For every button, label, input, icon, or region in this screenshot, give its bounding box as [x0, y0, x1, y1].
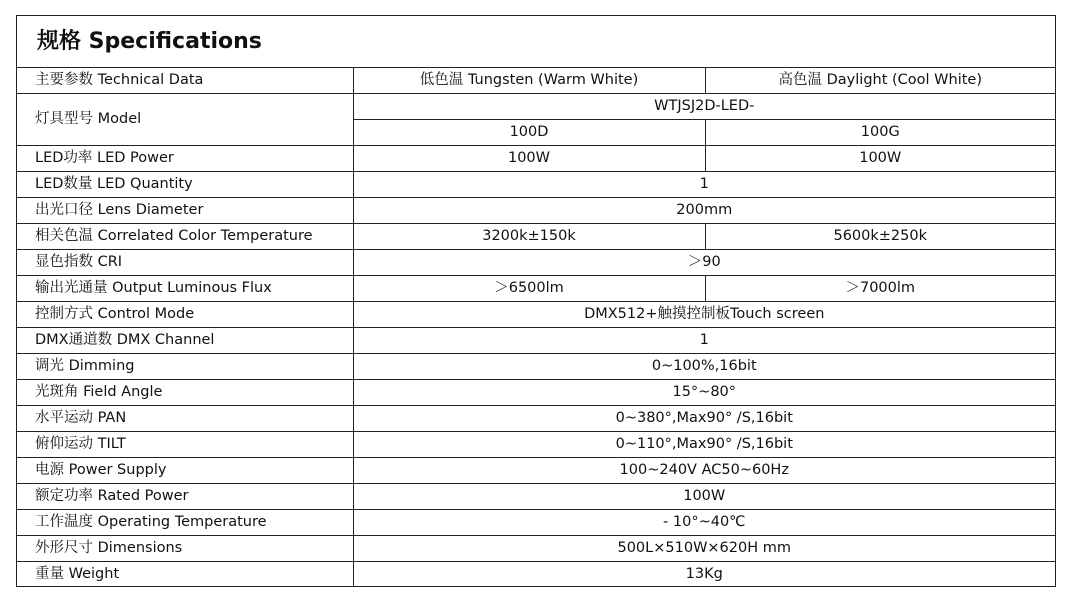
row-label: 重量 Weight	[17, 562, 353, 588]
header-daylight: 高色温 Daylight (Cool White)	[705, 68, 1055, 94]
row-label: 水平运动 PAN	[17, 406, 353, 432]
row-label: 输出光通量 Output Luminous Flux	[17, 276, 353, 302]
row-value: DMX512+触摸控制板Touch screen	[353, 302, 1055, 328]
table-header-row	[17, 68, 1055, 94]
table-row	[17, 172, 1055, 198]
row-value: 1	[353, 172, 1055, 198]
model-prefix: WTJSJ2D-LED-	[353, 94, 1055, 120]
table-row	[17, 224, 1055, 250]
row-value: 100~240V AC50~60Hz	[353, 458, 1055, 484]
table-row	[17, 562, 1055, 588]
row-label: LED数量 LED Quantity	[17, 172, 353, 198]
table-row	[17, 380, 1055, 406]
row-label: 相关色温 Correlated Color Temperature	[17, 224, 353, 250]
row-label: 显色指数 CRI	[17, 250, 353, 276]
row-value: 500L×510W×620H mm	[353, 536, 1055, 562]
table-row	[17, 250, 1055, 276]
table-row	[17, 198, 1055, 224]
row-value: 15°~80°	[353, 380, 1055, 406]
table-row	[17, 146, 1055, 172]
table-row	[17, 536, 1055, 562]
table-row	[17, 302, 1055, 328]
table-row	[17, 432, 1055, 458]
row-value: 0~380°,Max90° /S,16bit	[353, 406, 1055, 432]
row-value-daylight: ＞7000lm	[705, 276, 1055, 302]
row-label: DMX通道数 DMX Channel	[17, 328, 353, 354]
row-value: - 10°~40℃	[353, 510, 1055, 536]
row-value-tungsten: 100W	[353, 146, 705, 172]
row-value: 200mm	[353, 198, 1055, 224]
row-value-tungsten: 3200k±150k	[353, 224, 705, 250]
table-row	[17, 328, 1055, 354]
spec-table-body	[17, 68, 1055, 587]
row-label: 俯仰运动 TILT	[17, 432, 353, 458]
row-label: 额定功率 Rated Power	[17, 484, 353, 510]
row-value-daylight: 5600k±250k	[705, 224, 1055, 250]
table-row	[17, 458, 1055, 484]
row-label: LED功率 LED Power	[17, 146, 353, 172]
model-label: 灯具型号 Model	[17, 94, 353, 146]
row-value-tungsten: ＞6500lm	[353, 276, 705, 302]
table-row	[17, 406, 1055, 432]
row-label: 电源 Power Supply	[17, 458, 353, 484]
header-label: 主要参数 Technical Data	[17, 68, 353, 94]
row-label: 外形尺寸 Dimensions	[17, 536, 353, 562]
model-tungsten: 100D	[353, 120, 705, 146]
spec-sheet	[16, 15, 1056, 587]
row-label: 调光 Dimming	[17, 354, 353, 380]
row-label: 光斑角 Field Angle	[17, 380, 353, 406]
header-tungsten: 低色温 Tungsten (Warm White)	[353, 68, 705, 94]
table-row	[17, 276, 1055, 302]
row-value-daylight: 100W	[705, 146, 1055, 172]
page-title: 规格 Specifications	[17, 16, 1055, 68]
spec-table	[17, 68, 1055, 587]
row-label: 控制方式 Control Mode	[17, 302, 353, 328]
row-value: 100W	[353, 484, 1055, 510]
table-row	[17, 510, 1055, 536]
row-value: 13Kg	[353, 562, 1055, 588]
table-row	[17, 354, 1055, 380]
row-label: 出光口径 Lens Diameter	[17, 198, 353, 224]
row-label: 工作温度 Operating Temperature	[17, 510, 353, 536]
row-value: 0~100%,16bit	[353, 354, 1055, 380]
model-daylight: 100G	[705, 120, 1055, 146]
table-row	[17, 484, 1055, 510]
row-value: 0~110°,Max90° /S,16bit	[353, 432, 1055, 458]
model-row	[17, 94, 1055, 120]
row-value: 1	[353, 328, 1055, 354]
row-value: ＞90	[353, 250, 1055, 276]
